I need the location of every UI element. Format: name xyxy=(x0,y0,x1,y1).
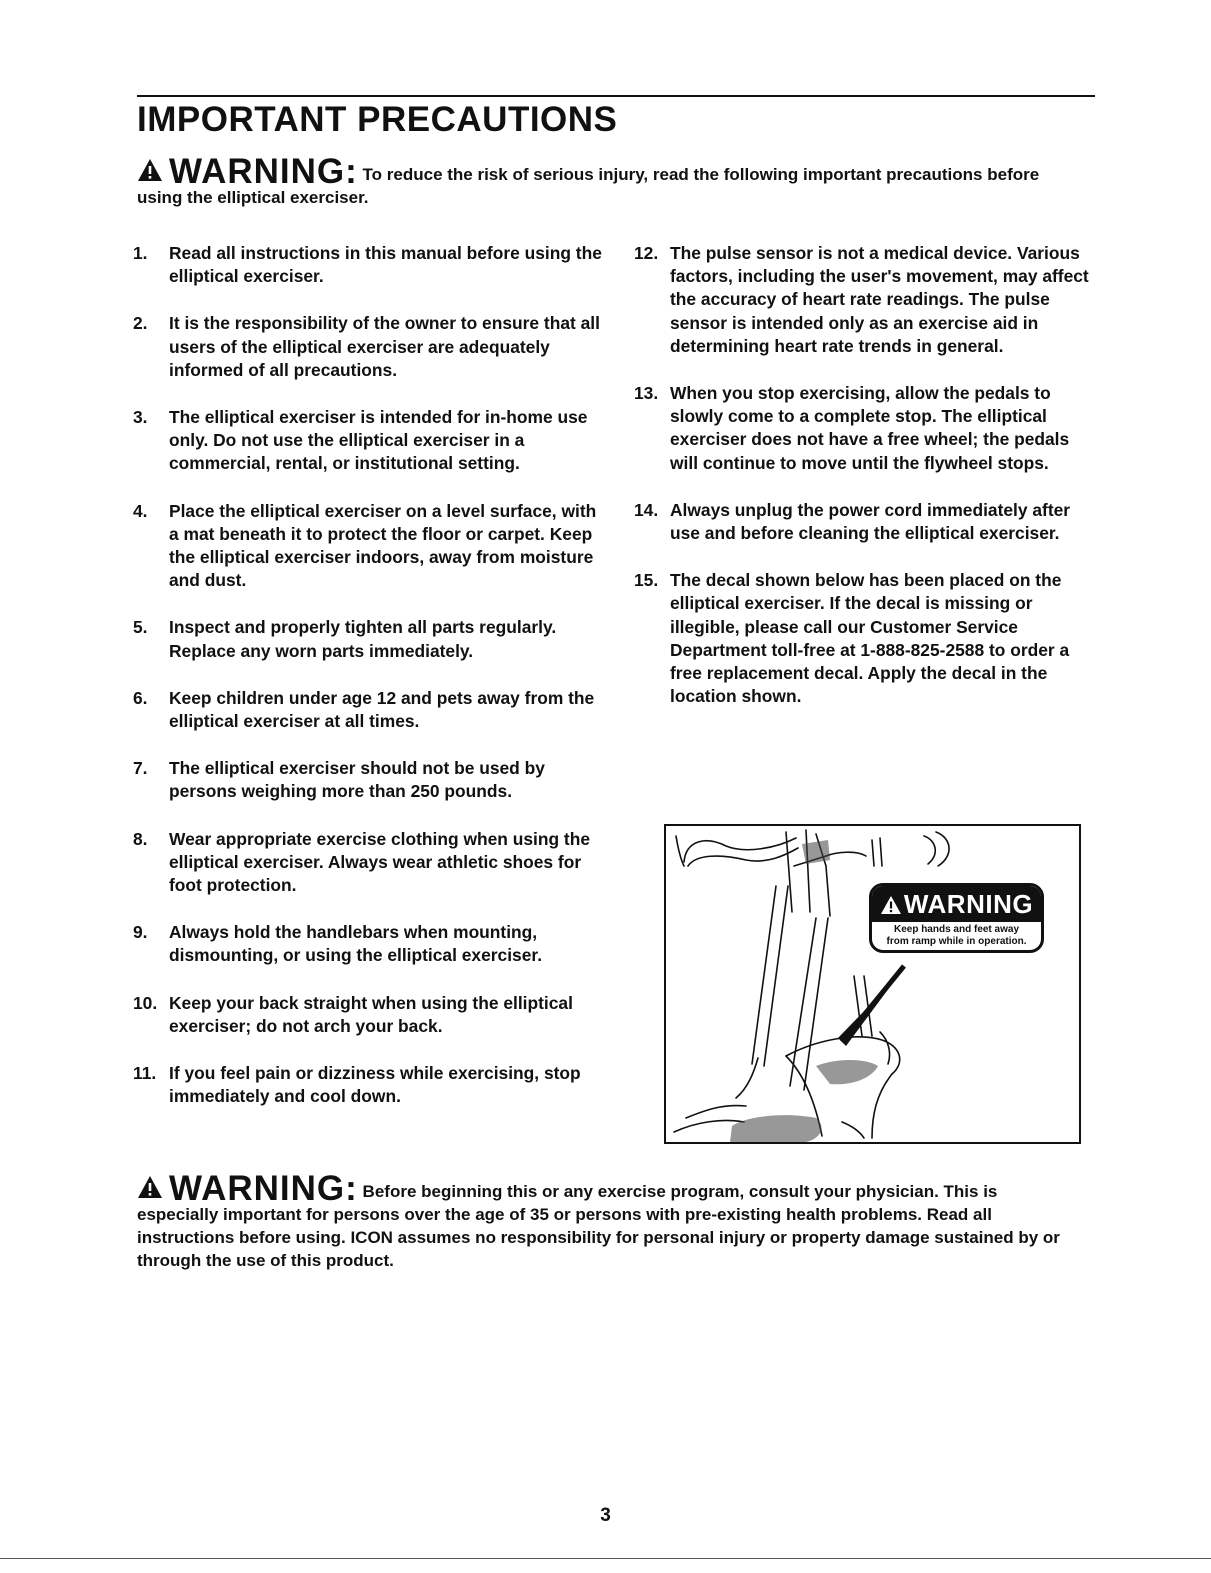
item-text: Place the elliptical exerciser on a level surface, with a mat beneath it to protect the floor or carpet. Keep the elliptical exerciser indoors, away from moisture and dust. xyxy=(169,500,597,591)
list-item xyxy=(133,616,603,662)
item-number: 5. xyxy=(133,617,148,638)
warning-top xyxy=(137,152,1077,209)
item-number: 13. xyxy=(634,383,659,404)
list-item xyxy=(133,1062,603,1108)
warning-bottom xyxy=(137,1169,1082,1272)
item-text: The elliptical exerciser is intended for in-home use only. Do not use the elliptical exerciser in a commercial, rental, or institutional setting. xyxy=(169,407,588,474)
item-text: When you stop exercising, allow the pedals to slowly come to a complete stop. The elliptical exerciser does not have a free wheel; the pedals will continue to move until the flywheel stops. xyxy=(670,383,1070,473)
warning-text: To reduce the risk of serious injury, read the following important precautions before using the elliptical exerciser. xyxy=(137,165,1040,207)
item-number: 11. xyxy=(133,1063,157,1084)
item-text: Always unplug the power cord immediately after use and before cleaning the elliptical exerciser. xyxy=(670,499,1071,544)
item-text: Keep your back straight when using the elliptical exerciser; do not arch your back. xyxy=(169,992,573,1036)
warning-decal xyxy=(869,883,1044,953)
item-text: The pulse sensor is not a medical device. Various factors, including the user's movement, may affect the accuracy of heart rate readings. The pulse sensor is intended only as an exercise aid in determining heart rate trends in general. xyxy=(670,243,1089,356)
warning-word: WARNING: xyxy=(169,1169,358,1208)
precautions-right-column xyxy=(634,242,1094,732)
item-number: 8. xyxy=(133,828,148,849)
list-item xyxy=(133,406,603,476)
item-text: If you feel pain or dizziness while exercising, stop immediately and cool down. xyxy=(169,1063,581,1107)
decal-line-2: from ramp while in operation. xyxy=(886,936,1027,947)
list-item xyxy=(634,499,1094,545)
item-text: The decal shown below has been placed on the elliptical exerciser. If the decal is missing or illegible, please call our Customer Service Department toll-free at 1-888-825-2588 to order a free replacement decal. Apply the decal in the location shown. xyxy=(670,570,1070,707)
item-number: 2. xyxy=(133,313,148,334)
item-number: 6. xyxy=(133,687,148,708)
bottom-rule xyxy=(0,1558,1211,1559)
list-item xyxy=(133,757,603,803)
item-text: It is the responsibility of the owner to ensure that all users of the elliptical exerciser are adequately informed of all precautions. xyxy=(169,313,600,380)
list-item xyxy=(133,828,603,898)
elliptical-illustration xyxy=(666,826,1079,1142)
item-number: 9. xyxy=(133,922,148,943)
item-text: Read all instructions in this manual before using the elliptical exerciser. xyxy=(169,243,602,287)
decal-warning-triangle-icon xyxy=(880,895,902,915)
item-number: 12. xyxy=(634,243,659,263)
list-item xyxy=(133,687,603,733)
item-text: Always hold the handlebars when mounting, dismounting, or using the elliptical exerciser. xyxy=(169,922,543,966)
list-item xyxy=(133,992,603,1038)
item-number: 10. xyxy=(133,992,158,1013)
list-item xyxy=(634,569,1094,708)
list-item xyxy=(133,500,603,593)
item-number: 1. xyxy=(133,243,148,263)
item-number: 14. xyxy=(634,499,659,520)
decal-heading-text: WARNING xyxy=(903,889,1034,919)
list-item xyxy=(133,242,603,288)
precautions-left-column xyxy=(133,242,603,1132)
top-rule xyxy=(137,95,1095,97)
list-item xyxy=(133,312,603,382)
item-number: 4. xyxy=(133,500,148,521)
warning-text: Before beginning this or any exercise program, consult your physician. This is especially important for persons over the age of 35 or persons with pre-existing health problems. Read all instructions before using. ICON assumes no responsibility for personal injury or property damage sustained by or through the use of this product. xyxy=(137,1182,1060,1270)
item-number: 3. xyxy=(133,407,148,428)
decal-line-1: Keep hands and feet away xyxy=(893,924,1020,935)
warning-word: WARNING: xyxy=(169,152,358,191)
list-item xyxy=(634,382,1094,475)
item-number: 15. xyxy=(634,570,659,591)
item-text: Wear appropriate exercise clothing when using the elliptical exerciser. Always wear athletic shoes for foot protection. xyxy=(169,828,591,896)
item-text: Keep children under age 12 and pets away from the elliptical exerciser at all times. xyxy=(169,687,595,732)
decal-text xyxy=(872,922,1041,948)
warning-triangle-icon xyxy=(137,1175,163,1199)
decal-location-figure xyxy=(664,824,1081,1144)
warning-triangle-icon xyxy=(137,158,163,182)
list-item xyxy=(634,242,1094,358)
page-title: IMPORTANT PRECAUTIONS xyxy=(137,100,618,139)
page-number: 3 xyxy=(600,1505,611,1526)
list-item xyxy=(133,921,603,967)
item-text: Inspect and properly tighten all parts regularly. Replace any worn parts immediately. xyxy=(169,617,557,661)
item-number: 7. xyxy=(133,758,148,779)
decal-heading xyxy=(872,886,1041,922)
item-text: The elliptical exerciser should not be used by persons weighing more than 250 pounds. xyxy=(169,758,545,802)
